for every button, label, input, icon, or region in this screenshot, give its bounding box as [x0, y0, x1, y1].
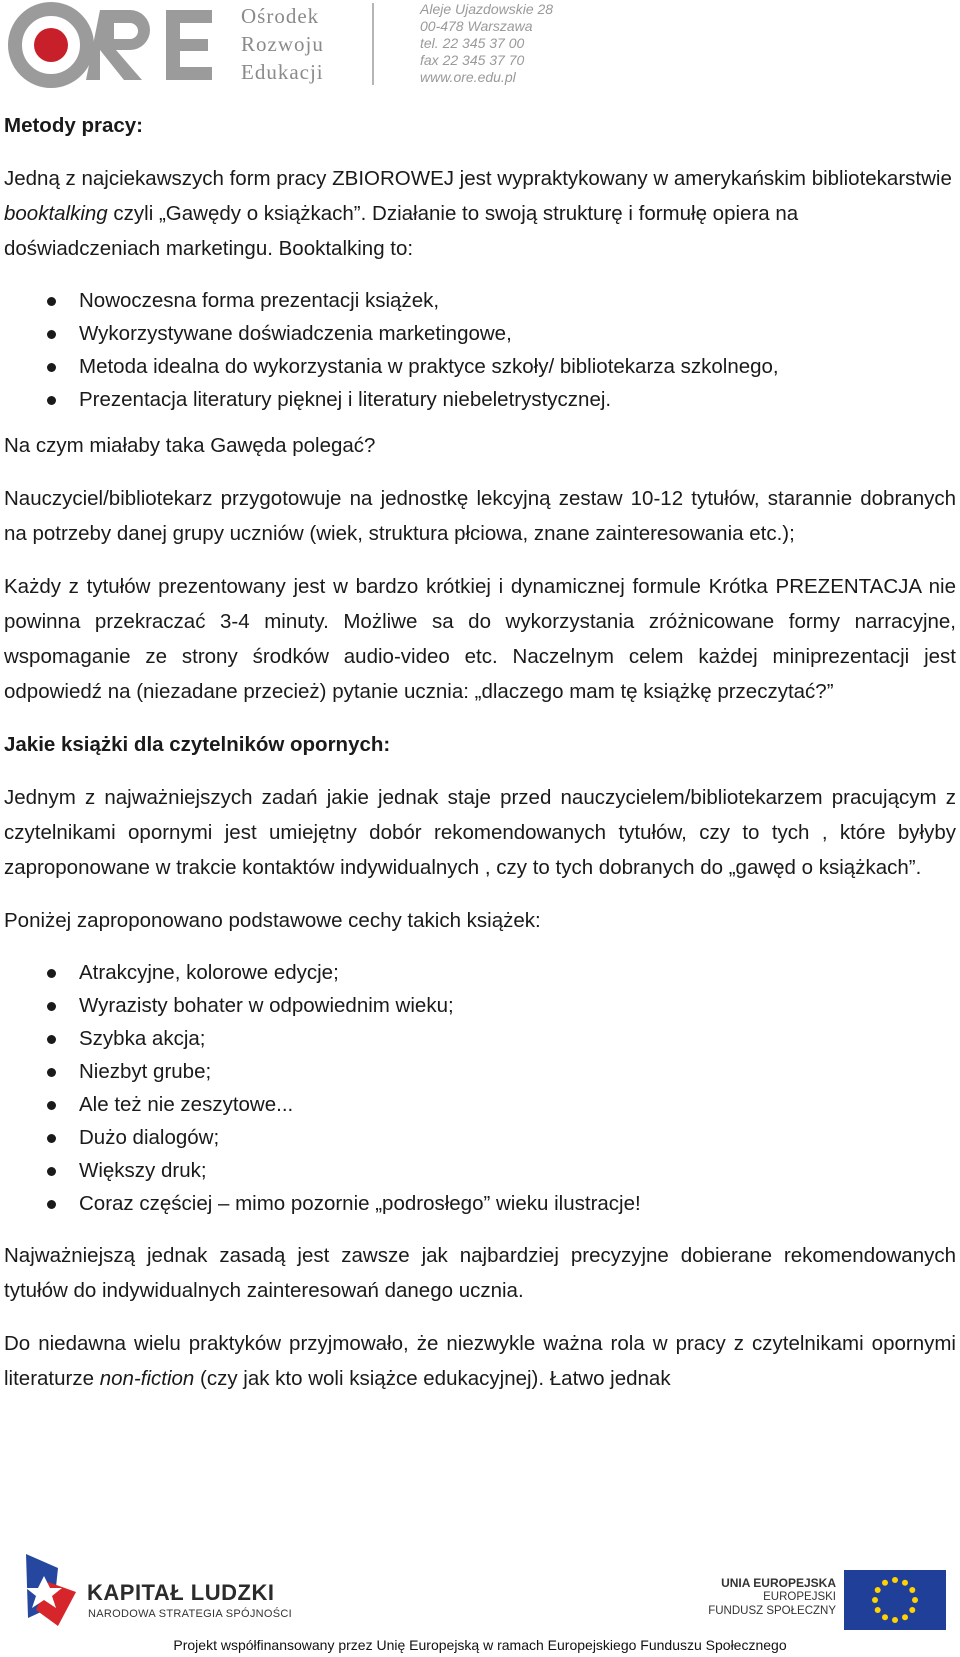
recent-text: (czy jak kto woli książce edukacyjnej). Łatwo jednak — [194, 1367, 671, 1390]
org-name-line: Rozwoju — [241, 32, 324, 56]
list-item: Metoda idealna do wykorzystania w praktyce szkoły/ bibliotekarza szkolnego, — [4, 350, 956, 383]
list-item: Nowoczesna forma prezentacji książek, — [4, 284, 956, 317]
letterhead — [0, 0, 960, 92]
address-line: tel. 22 345 37 00 — [420, 35, 525, 51]
address-line: 00-478 Warszawa — [420, 18, 533, 34]
header-divider — [372, 3, 374, 85]
heading-books: Jakie książki dla czytelników opornych: — [4, 733, 391, 756]
recent-text: Do niedawna wielu praktyków przyjmowało, że niezwykle ważna rola w pracy z czytelnikami opornymi literaturze — [4, 1332, 956, 1390]
list-item: Wykorzystywane doświadczenia marketingowe, — [4, 317, 956, 350]
features-list — [4, 956, 956, 1220]
paragraph-teacher: Nauczyciel/bibliotekarz przygotowuje na jednostkę lekcyjną zestaw 10-12 tytułów, starannie dobranych na potrzeby danej grupy uczniów (wiek, struktura płciowa, znane zainteresowania etc.); — [4, 487, 956, 545]
list-item: Atrakcyjne, kolorowe edycje; — [4, 956, 956, 989]
list-item: Szybka akcja; — [4, 1022, 956, 1055]
eu-flag-icon — [844, 1570, 946, 1630]
paragraph-below: Poniżej zaproponowano podstawowe cechy takich książek: — [4, 909, 541, 932]
ore-logo-icon — [8, 2, 228, 88]
footer-cofinancing-note: Projekt współfinansowany przez Unię Europejską w ramach Europejskiego Funduszu Społecznego — [173, 1637, 787, 1653]
address-line: www.ore.edu.pl — [420, 69, 516, 85]
footer — [0, 1548, 960, 1657]
list-item: Wyrazisty bohater w odpowiednim wieku; — [4, 989, 956, 1022]
list-item: Ale też nie zeszytowe... — [4, 1088, 956, 1121]
org-name-line: Ośrodek — [241, 4, 320, 28]
intro-text: Jedną z najciekawszych form pracy ZBIOROWEJ jest wypraktykowany w amerykańskim bibliotekarstwie — [4, 167, 952, 190]
document-body — [4, 108, 956, 1396]
org-name-line: Edukacji — [241, 60, 324, 84]
list-item: Prezentacja literatury pięknej i literatury niebeletrystycznej. — [4, 383, 956, 416]
kapital-ludzki-subtitle: NARODOWA STRATEGIA SPÓJNOŚCI — [88, 1608, 292, 1620]
eu-line: UNIA EUROPEJSKA — [721, 1576, 836, 1590]
heading-methods: Metody pracy: — [4, 114, 143, 137]
list-item: Niezbyt grube; — [4, 1055, 956, 1088]
booktalking-list — [4, 284, 956, 416]
intro-text: czyli „Gawędy o książkach”. Działanie to swoją strukturę i formułę opiera na doświadczeniach marketingu. Booktalking to: — [4, 202, 799, 260]
eu-fund-label — [708, 1576, 836, 1618]
paragraph-recent — [4, 1326, 956, 1396]
paragraph-each-title: Każdy z tytułów prezentowany jest w bardzo krótkiej i dynamicznej formule Krótka PREZENTACJA nie powinna przekraczać 3-4 minuty. Możliwe sa do wykorzystania zróżnicowane formy narracyjne, wspomaganie ze strony środków audio-video etc. Naczelnym celem każdej miniprezentacji jest odpowiedź na (niezadane przecież) pytanie ucznia: „dlaczego mam tę książkę przeczytać?” — [4, 575, 956, 703]
kapital-ludzki-title: KAPITAŁ LUDZKI — [87, 1580, 275, 1605]
paragraph-task: Jednym z najważniejszych zadań jakie jednak staje przed nauczycielem/bibliotekarzem pracującym z czytelnikami opornymi jest umiejętny dobór rekomendowanych tytułów, czy to tych , które byłyby zaproponowane w trakcie kontaktów indywidualnych , czy to tych dobranych do „gawęd o książkach”. — [4, 786, 956, 879]
eu-line: FUNDUSZ SPOŁECZNY — [708, 1605, 836, 1617]
list-item: Coraz częściej – mimo pozornie „podrosłego” wieku ilustracje! — [4, 1187, 956, 1220]
list-item: Większy druk; — [4, 1154, 956, 1187]
recent-italic: non-fiction — [99, 1367, 195, 1390]
org-address — [420, 1, 553, 86]
intro-paragraph — [4, 161, 956, 266]
paragraph-rule: Najważniejszą jednak zasadą jest zawsze jak najbardziej precyzyjne dobierane rekomendowanych tytułów do indywidualnych zainteresowań danego ucznia. — [4, 1244, 956, 1302]
org-name — [241, 2, 359, 86]
list-item: Dużo dialogów; — [4, 1121, 956, 1154]
question: Na czym miałaby taka Gawęda polegać? — [4, 434, 376, 457]
eu-line: EUROPEJSKI — [763, 1591, 836, 1603]
address-line: fax 22 345 37 70 — [420, 52, 525, 68]
intro-italic: booktalking — [4, 202, 108, 225]
kapital-ludzki-logo-icon — [18, 1548, 80, 1628]
address-line: Aleje Ujazdowskie 28 — [420, 1, 554, 17]
